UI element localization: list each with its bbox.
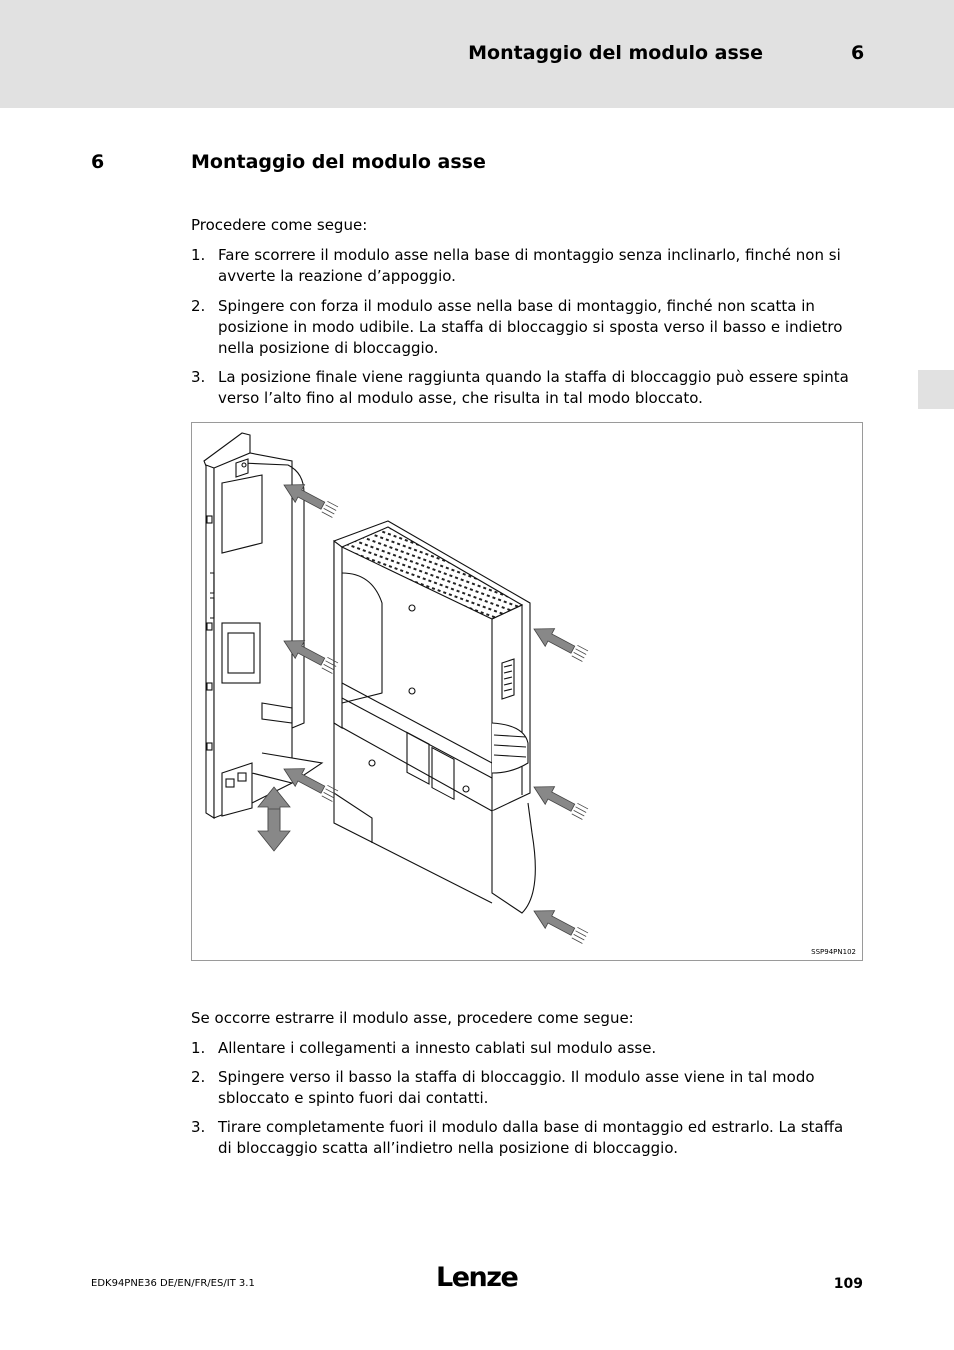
header-chapter-number: 6 — [851, 42, 865, 64]
install-intro: Procedere come segue: — [191, 216, 368, 234]
arrow-icon — [529, 902, 590, 947]
mounting-figure — [191, 422, 863, 961]
step-text: Allentare i collegamenti a innesto cablati sul modulo asse. — [218, 1039, 657, 1057]
install-step — [191, 296, 861, 359]
removal-intro: Se occorre estrarre il modulo asse, procedere come segue: — [191, 1009, 634, 1027]
axis-module — [334, 521, 535, 913]
chapter-tab — [918, 370, 954, 409]
step-text: La posizione finale viene raggiunta quando la staffa di bloccaggio può essere spinta verso l’alto fino al modulo asse, che risulta in tal modo bloccato. — [218, 368, 849, 407]
step-number: 2. — [191, 297, 206, 315]
step-text: Spingere verso il basso la staffa di bloccaggio. Il modulo asse viene in tal modo sbloccato e spinto fuori dai contatti. — [218, 1068, 815, 1107]
figure-code: SSP94PN102 — [811, 948, 856, 956]
section-number: 6 — [91, 151, 105, 173]
footer-document-id: EDK94PNE36 DE/EN/FR/ES/IT 3.1 — [91, 1278, 255, 1289]
install-step — [191, 245, 861, 287]
install-step — [191, 367, 861, 409]
mounting-base — [204, 433, 322, 818]
page-number: 109 — [833, 1276, 863, 1292]
header-title: Montaggio del modulo asse — [468, 42, 763, 64]
step-number: 1. — [191, 246, 206, 264]
arrow-icon — [529, 620, 590, 665]
step-number: 3. — [191, 1118, 206, 1136]
removal-step — [191, 1038, 861, 1059]
removal-step — [191, 1117, 861, 1159]
step-text: Tirare completamente fuori il modulo dalla base di montaggio ed estrarlo. La staffa di bloccaggio scatta all’indietro nella posizione di bloccaggio. — [218, 1118, 844, 1157]
step-number: 3. — [191, 368, 206, 386]
arrow-icon — [529, 778, 590, 823]
lenze-logo: Lenze — [436, 1262, 518, 1293]
step-text: Fare scorrere il modulo asse nella base di montaggio senza inclinarlo, finché non si avverte la reazione d’appoggio. — [218, 246, 841, 285]
page-header — [0, 0, 954, 108]
step-text: Spingere con forza il modulo asse nella base di montaggio, finché non scatta in posizione in modo udibile. La staffa di bloccaggio si sposta verso il basso e indietro nella posizione di bloccaggio. — [218, 297, 843, 357]
step-number: 2. — [191, 1068, 206, 1086]
section-title: Montaggio del modulo asse — [191, 151, 486, 173]
axis-module-drawing — [192, 423, 862, 960]
step-number: 1. — [191, 1039, 206, 1057]
removal-step — [191, 1067, 861, 1109]
